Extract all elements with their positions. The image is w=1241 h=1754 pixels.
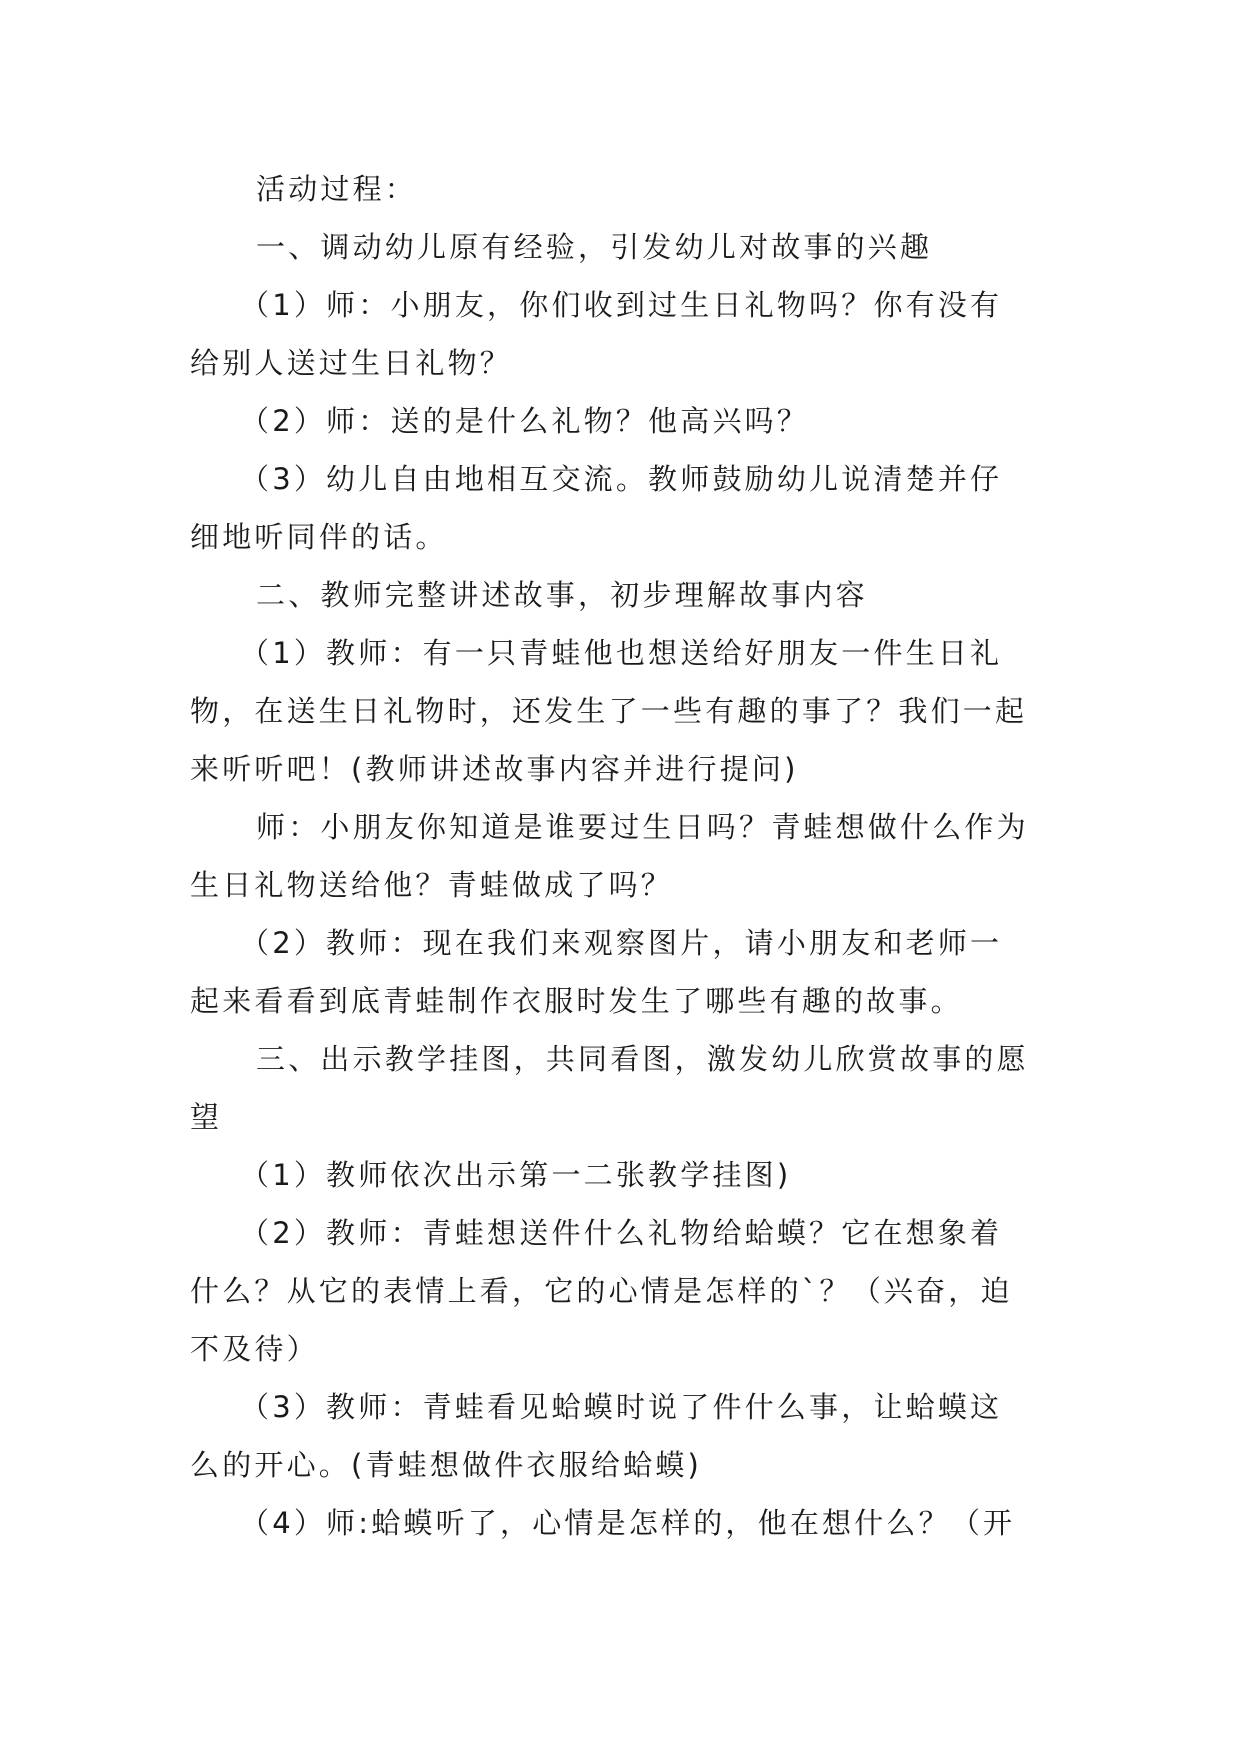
section-heading: 二、教师完整讲述故事，初步理解故事内容 — [256, 578, 868, 612]
paragraph-line: 什么？从它的表情上看，它的心情是怎样的`？（兴奋，迫 — [190, 1274, 1013, 1308]
paragraph-line: 望 — [190, 1100, 223, 1134]
paragraph-line: 起来看看到底青蛙制作衣服时发生了哪些有趣的故事。 — [190, 984, 963, 1018]
paragraph-line: （1）教师依次出示第一二张教学挂图) — [240, 1158, 792, 1192]
paragraph-line: （1）师：小朋友，你们收到过生日礼物吗？你有没有 — [240, 288, 1003, 322]
paragraph-line: 生日礼物送给他？青蛙做成了吗？ — [190, 868, 674, 902]
paragraph-line: 不及待） — [190, 1332, 319, 1366]
paragraph-line: 师：小朋友你知道是谁要过生日吗？青蛙想做什么作为 — [256, 810, 1029, 844]
paragraph-line: （2）教师：现在我们来观察图片，请小朋友和老师一 — [240, 926, 1003, 960]
paragraph-line: 物，在送生日礼物时，还发生了一些有趣的事了？我们一起 — [190, 694, 1028, 728]
paragraph-line: 来听听吧！(教师讲述故事内容并进行提问) — [190, 752, 799, 786]
document-body — [190, 160, 1050, 1552]
section-heading: 活动过程： — [256, 172, 418, 206]
paragraph-line: 么的开心。(青蛙想做件衣服给蛤蟆) — [190, 1448, 703, 1482]
paragraph-line: （3）教师：青蛙看见蛤蟆时说了件什么事，让蛤蟆这 — [240, 1390, 1003, 1424]
paragraph-line: 细地听同伴的话。 — [190, 520, 448, 554]
paragraph-line: （3）幼儿自由地相互交流。教师鼓励幼儿说清楚并仔 — [240, 462, 1003, 496]
paragraph-line: 给别人送过生日礼物？ — [190, 346, 513, 380]
paragraph-line: （2）教师：青蛙想送件什么礼物给蛤蟆？它在想象着 — [240, 1216, 1003, 1250]
paragraph-line: （1）教师：有一只青蛙他也想送给好朋友一件生日礼 — [240, 636, 1003, 670]
section-heading: 三、出示教学挂图，共同看图，激发幼儿欣赏故事的愿 — [256, 1042, 1029, 1076]
paragraph-line: （2）师：送的是什么礼物？他高兴吗？ — [240, 404, 810, 438]
paragraph-line: （4）师:蛤蟆听了，心情是怎样的，他在想什么？（开 — [240, 1506, 1016, 1540]
section-heading: 一、调动幼儿原有经验，引发幼儿对故事的兴趣 — [256, 230, 933, 264]
